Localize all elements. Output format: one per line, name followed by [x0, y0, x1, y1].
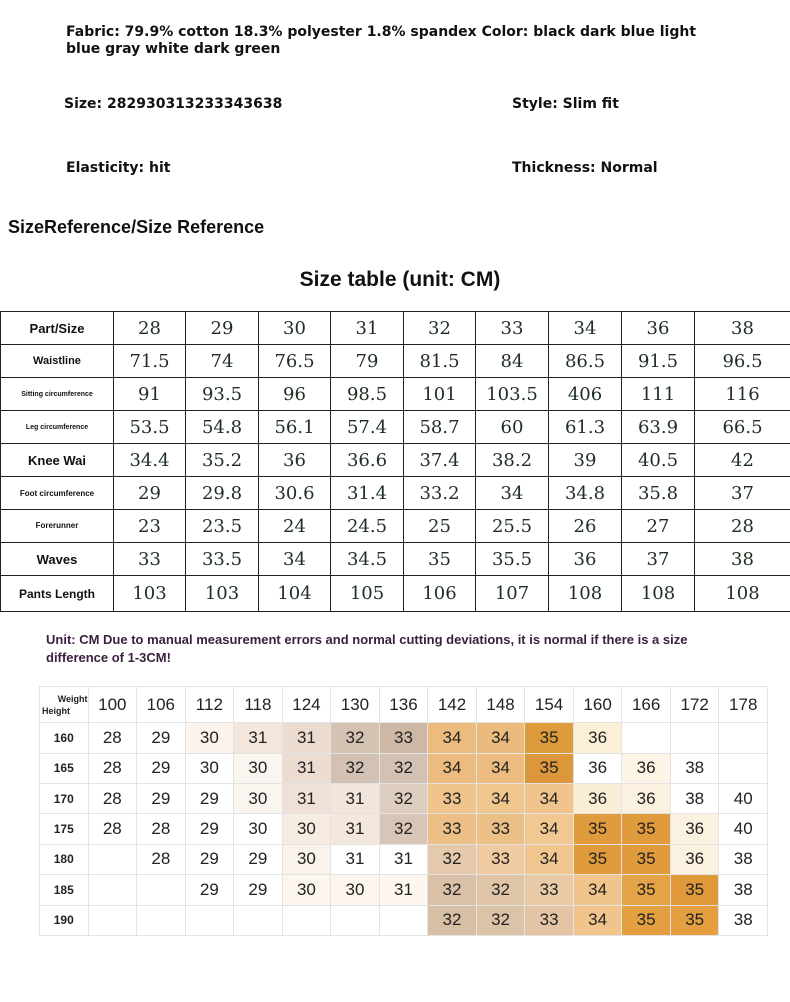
measurement-cell: 35.2 [186, 444, 259, 477]
measurement-cell: 36 [259, 444, 331, 477]
measurement-cell: 98.5 [331, 378, 404, 411]
size-cell: 33 [525, 875, 574, 905]
size-cell: 40 [719, 814, 768, 844]
measurement-cell: 84 [476, 345, 549, 378]
height-header-cell: 160 [40, 723, 89, 753]
measurement-cell: 24 [259, 510, 331, 543]
size-cell: 33 [428, 814, 477, 844]
size-cell: 35 [622, 844, 671, 874]
size-cell: 32 [379, 814, 428, 844]
measurement-cell: 116 [695, 378, 790, 411]
style-info: Style: Slim fit [512, 96, 619, 112]
size-table-title: Size table (unit: CM) [299, 268, 501, 291]
size-cell: 32 [476, 905, 525, 935]
size-table [0, 311, 790, 612]
height-header-cell: 175 [40, 814, 89, 844]
height-header-cell: 185 [40, 875, 89, 905]
weight-header-cell: 136 [379, 687, 428, 723]
size-table-row [1, 576, 790, 612]
grid-row [40, 905, 768, 935]
grid-header-row [40, 687, 768, 723]
measurement-cell: 25.5 [476, 510, 549, 543]
size-header-cell: 34 [549, 312, 622, 345]
size-cell: 35 [622, 905, 671, 935]
size-cell [137, 875, 186, 905]
size-cell: 29 [185, 844, 234, 874]
size-header-cell: 29 [186, 312, 259, 345]
size-cell: 32 [428, 905, 477, 935]
size-cell: 35 [525, 723, 574, 753]
size-cell: 38 [719, 875, 768, 905]
measurement-cell: 33.2 [404, 477, 476, 510]
measurement-cell: 71.5 [114, 345, 186, 378]
size-cell: 30 [282, 875, 331, 905]
measurement-cell: 35.8 [622, 477, 695, 510]
weight-header-cell: 106 [137, 687, 186, 723]
measurement-cell: 105 [331, 576, 404, 612]
measurement-cell: 108 [549, 576, 622, 612]
size-cell: 38 [670, 783, 719, 813]
size-cell: 28 [137, 844, 186, 874]
measurement-cell: 93.5 [186, 378, 259, 411]
weight-header-cell: 154 [525, 687, 574, 723]
size-header-cell: 36 [622, 312, 695, 345]
measurement-cell: 101 [404, 378, 476, 411]
measurement-cell: 60 [476, 411, 549, 444]
size-cell: 33 [476, 814, 525, 844]
size-cell: 31 [331, 844, 380, 874]
measurement-cell: 34.4 [114, 444, 186, 477]
size-cell: 30 [185, 723, 234, 753]
weight-header-cell: 160 [573, 687, 622, 723]
size-cell: 31 [331, 783, 380, 813]
measurement-cell: 406 [549, 378, 622, 411]
grid-row [40, 875, 768, 905]
measurement-cell: 107 [476, 576, 549, 612]
size-cell: 34 [428, 723, 477, 753]
size-cell: 28 [88, 814, 137, 844]
size-cell: 30 [185, 753, 234, 783]
measurement-cell: 28 [695, 510, 790, 543]
measurement-cell: 33 [114, 543, 186, 576]
size-cell: 31 [282, 723, 331, 753]
measurement-cell: 58.7 [404, 411, 476, 444]
measurement-cell: 40.5 [622, 444, 695, 477]
measurement-cell: 54.8 [186, 411, 259, 444]
measurement-cell: 76.5 [259, 345, 331, 378]
height-header-cell: 190 [40, 905, 89, 935]
size-cell: 31 [331, 814, 380, 844]
height-header-cell: 170 [40, 783, 89, 813]
measurement-cell: 81.5 [404, 345, 476, 378]
weight-header-cell: 142 [428, 687, 477, 723]
measurement-cell: 96.5 [695, 345, 790, 378]
measurement-cell: 36.6 [331, 444, 404, 477]
height-header-cell: 180 [40, 844, 89, 874]
size-cell: 30 [282, 844, 331, 874]
size-table-row [1, 345, 790, 378]
fabric-info: Fabric: 79.9% cotton 18.3% polyester 1.8% spandex Color: black dark blue light blue gray white dark green [66, 24, 697, 57]
size-cell: 35 [670, 875, 719, 905]
weight-header-cell: 124 [282, 687, 331, 723]
size-cell [88, 844, 137, 874]
size-cell [719, 723, 768, 753]
measurement-cell: 34.8 [549, 477, 622, 510]
size-cell: 36 [573, 753, 622, 783]
weight-header-cell: 172 [670, 687, 719, 723]
size-cell [234, 905, 283, 935]
size-cell: 32 [331, 723, 380, 753]
size-cell: 36 [573, 783, 622, 813]
size-cell: 34 [525, 783, 574, 813]
size-cell: 30 [234, 753, 283, 783]
size-cell: 36 [670, 844, 719, 874]
size-cell: 29 [137, 783, 186, 813]
size-reference-heading: SizeReference/Size Reference [8, 217, 265, 237]
height-header-cell: 165 [40, 753, 89, 783]
size-cell: 35 [670, 905, 719, 935]
size-cell: 36 [670, 814, 719, 844]
measurement-cell: 25 [404, 510, 476, 543]
size-cell [185, 905, 234, 935]
size-header-cell: 33 [476, 312, 549, 345]
size-table-row [1, 411, 790, 444]
weight-header-cell: 178 [719, 687, 768, 723]
measurement-cell: 37.4 [404, 444, 476, 477]
measurement-cell: 91 [114, 378, 186, 411]
measurement-cell: 86.5 [549, 345, 622, 378]
measurement-cell: 63.9 [622, 411, 695, 444]
thickness-info: Thickness: Normal [512, 160, 658, 176]
size-cell: 28 [137, 814, 186, 844]
measurement-note: Unit: CM Due to manual measurement errors and normal cutting deviations, it is normal if there is a size difference of 1-3CM! [46, 632, 688, 665]
size-cell: 28 [88, 723, 137, 753]
measurement-cell: 103.5 [476, 378, 549, 411]
size-cell: 33 [476, 844, 525, 874]
size-cell: 33 [379, 723, 428, 753]
size-cell: 36 [622, 783, 671, 813]
weight-header-cell: 148 [476, 687, 525, 723]
measurement-cell: 56.1 [259, 411, 331, 444]
measurement-cell: 38 [695, 543, 790, 576]
size-cell: 35 [573, 844, 622, 874]
row-label: Sitting circumference [1, 378, 114, 411]
weight-header-cell: 118 [234, 687, 283, 723]
size-cell: 40 [719, 783, 768, 813]
measurement-cell: 91.5 [622, 345, 695, 378]
size-header-cell: 28 [114, 312, 186, 345]
measurement-cell: 27 [622, 510, 695, 543]
measurement-cell: 111 [622, 378, 695, 411]
size-header-cell: 31 [331, 312, 404, 345]
size-cell [670, 723, 719, 753]
size-cell: 29 [137, 753, 186, 783]
size-table-header-label: Part/Size [1, 312, 114, 345]
row-label: Waistline [1, 345, 114, 378]
measurement-cell: 57.4 [331, 411, 404, 444]
grid-corner [40, 687, 89, 723]
size-cell: 35 [622, 814, 671, 844]
measurement-cell: 96 [259, 378, 331, 411]
measurement-cell: 108 [622, 576, 695, 612]
measurement-cell: 23.5 [186, 510, 259, 543]
size-table-header-row [1, 312, 790, 345]
size-cell: 32 [428, 844, 477, 874]
size-cell: 31 [282, 783, 331, 813]
size-cell [379, 905, 428, 935]
size-cell: 38 [670, 753, 719, 783]
size-cell: 29 [185, 814, 234, 844]
row-label: Forerunner [1, 510, 114, 543]
grid-row [40, 723, 768, 753]
size-recommendation-grid [39, 686, 768, 936]
weight-header-cell: 130 [331, 687, 380, 723]
size-cell: 34 [476, 753, 525, 783]
size-cell: 34 [525, 814, 574, 844]
measurement-cell: 37 [622, 543, 695, 576]
size-cell: 34 [476, 783, 525, 813]
size-cell: 28 [88, 753, 137, 783]
measurement-cell: 35.5 [476, 543, 549, 576]
size-cell: 35 [525, 753, 574, 783]
measurement-cell: 29.8 [186, 477, 259, 510]
size-cell: 32 [428, 875, 477, 905]
size-cell: 35 [622, 875, 671, 905]
measurement-cell: 37 [695, 477, 790, 510]
size-table-row [1, 477, 790, 510]
size-cell: 29 [234, 844, 283, 874]
size-header-cell: 30 [259, 312, 331, 345]
size-cell: 38 [719, 905, 768, 935]
weight-header-cell: 112 [185, 687, 234, 723]
grid-row [40, 783, 768, 813]
size-cell: 30 [282, 814, 331, 844]
size-cell [88, 875, 137, 905]
size-cell [88, 905, 137, 935]
size-header-cell: 38 [695, 312, 790, 345]
measurement-cell: 34 [259, 543, 331, 576]
measurement-cell: 34.5 [331, 543, 404, 576]
weight-label: Weight [57, 693, 88, 704]
size-cell: 38 [719, 844, 768, 874]
size-header-cell: 32 [404, 312, 476, 345]
row-label: Knee Wai [1, 444, 114, 477]
measurement-cell: 35 [404, 543, 476, 576]
elasticity-info: Elasticity: hit [66, 160, 171, 176]
measurement-cell: 103 [186, 576, 259, 612]
size-info: Size: 282930313233343638 [64, 96, 283, 112]
measurement-cell: 23 [114, 510, 186, 543]
measurement-cell: 36 [549, 543, 622, 576]
size-cell: 29 [234, 875, 283, 905]
size-cell: 29 [185, 875, 234, 905]
weight-header-cell: 166 [622, 687, 671, 723]
measurement-cell: 74 [186, 345, 259, 378]
size-table-row [1, 543, 790, 576]
size-table-row [1, 444, 790, 477]
size-cell: 31 [234, 723, 283, 753]
size-cell [137, 905, 186, 935]
measurement-cell: 79 [331, 345, 404, 378]
measurement-cell: 53.5 [114, 411, 186, 444]
measurement-cell: 104 [259, 576, 331, 612]
size-cell: 30 [331, 875, 380, 905]
size-cell: 29 [137, 723, 186, 753]
size-cell: 32 [379, 783, 428, 813]
weight-header-cell: 100 [88, 687, 137, 723]
size-cell [719, 753, 768, 783]
row-label: Waves [1, 543, 114, 576]
row-label: Foot circumference [1, 477, 114, 510]
size-cell: 33 [428, 783, 477, 813]
grid-row [40, 753, 768, 783]
measurement-cell: 34 [476, 477, 549, 510]
measurement-cell: 31.4 [331, 477, 404, 510]
grid-row [40, 814, 768, 844]
size-cell: 33 [525, 905, 574, 935]
row-label: Pants Length [1, 576, 114, 612]
size-cell: 30 [234, 783, 283, 813]
size-cell [282, 905, 331, 935]
size-cell [331, 905, 380, 935]
size-cell: 32 [379, 753, 428, 783]
size-cell: 31 [379, 844, 428, 874]
size-cell: 35 [573, 814, 622, 844]
size-cell: 34 [525, 844, 574, 874]
size-cell: 31 [282, 753, 331, 783]
size-cell: 34 [476, 723, 525, 753]
measurement-cell: 24.5 [331, 510, 404, 543]
measurement-cell: 61.3 [549, 411, 622, 444]
measurement-cell: 30.6 [259, 477, 331, 510]
measurement-cell: 66.5 [695, 411, 790, 444]
size-cell: 36 [573, 723, 622, 753]
size-cell: 34 [573, 905, 622, 935]
size-cell: 30 [234, 814, 283, 844]
measurement-cell: 106 [404, 576, 476, 612]
measurement-cell: 38.2 [476, 444, 549, 477]
size-cell: 36 [622, 753, 671, 783]
measurement-cell: 39 [549, 444, 622, 477]
row-label: Leg circumference [1, 411, 114, 444]
size-cell: 28 [88, 783, 137, 813]
measurement-cell: 29 [114, 477, 186, 510]
grid-row [40, 844, 768, 874]
measurement-cell: 42 [695, 444, 790, 477]
measurement-cell: 103 [114, 576, 186, 612]
size-cell: 32 [476, 875, 525, 905]
size-cell: 31 [379, 875, 428, 905]
measurement-cell: 33.5 [186, 543, 259, 576]
size-cell: 34 [573, 875, 622, 905]
size-cell [622, 723, 671, 753]
size-cell: 32 [331, 753, 380, 783]
measurement-cell: 26 [549, 510, 622, 543]
measurement-cell: 108 [695, 576, 790, 612]
size-cell: 29 [185, 783, 234, 813]
size-cell: 34 [428, 753, 477, 783]
size-table-row [1, 510, 790, 543]
size-table-row [1, 378, 790, 411]
height-label: Height [42, 705, 70, 716]
